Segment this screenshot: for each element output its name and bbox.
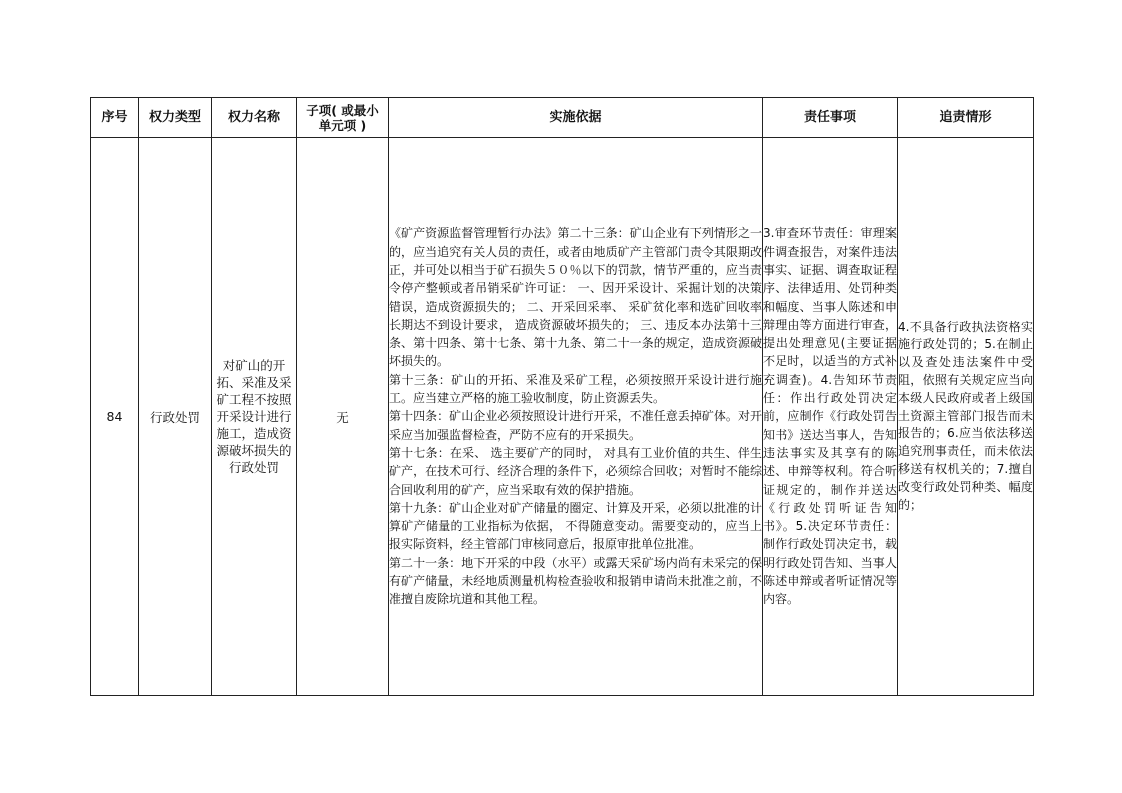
header-basis: 实施依据 (389, 98, 763, 138)
header-sub-item-line2: 单元项 ) (318, 117, 367, 133)
basis-paragraph: 第十九条：矿山企业对矿产储量的圈定、计算及开采，必须以批准的计算矿产储量的工业指标为依据， 不得随意变动。需要变动的，应当上报实际资料，经主管部门审核同意后，报原审批单位批准。 (389, 500, 762, 552)
power-name-text: 对矿山的开拓、采准及采矿工程不按照开采设计进行施工，造成资源破坏损失的行政处罚 (216, 358, 292, 475)
header-responsibility: 责任事项 (763, 98, 898, 138)
document-page (90, 97, 1033, 696)
header-power-name: 权力名称 (212, 98, 297, 138)
table-row (91, 138, 1034, 696)
cell-accountability (898, 138, 1034, 696)
responsibility-text: 3.审查环节责任：审理案件调查报告，对案件违法事实、证据、调查取证程序、法律适用、处罚种类和幅度、当事人陈述和申辩理由等方面进行审查，提出处理意见(主要证据不足时，以适当的方式补充调查)。4.告知环节责任：作出行政处罚决定前，应制作《行政处罚告知书》送达当事人，告知违法事实及其享有的陈述、申辩等权利。符合听证规定的，制作并送达《行政处罚听证告知书》。5.决定环节责任：制作行政处罚决定书，载明行政处罚告知、当事人陈述申辩或者听证情况等内容。 (763, 226, 897, 607)
accountability-text: 4.不具备行政执法资格实施行政处罚的；5.在制止以及查处违法案件中受阻，依照有关规定应当向本级人民政府或者上级国土资源主管部门报告而未报告的；6.应当依法移送追究刑事责任，而未依法移送有权机关的；7.擅自改变行政处罚种类、幅度的； (898, 319, 1033, 512)
basis-paragraph: 第二十一条：地下开采的中段（水平）或露天采矿场内尚有未采完的保有矿产储量，未经地质测量机构检查验收和报销申请尚未批准之前，不准擅自废除坑道和其他工程。 (389, 555, 762, 607)
header-accountability: 追责情形 (898, 98, 1034, 138)
basis-paragraph: 第十四条：矿山企业必须按照设计进行开采，不准任意丢掉矿体。对开采应当加强监督检查，严防不应有的开采损失。 (389, 409, 762, 442)
basis-paragraph: 第十三条：矿山的开拓、采准及采矿工程，必须按照开采设计进行施工。应当建立严格的施工验收制度，防止资源丢失。 (389, 372, 762, 406)
cell-basis (389, 138, 763, 696)
header-sub-item-line1: 子项( 或最小 (306, 102, 379, 118)
basis-paragraph: 第十七条：在采、 选主要矿产的同时， 对具有工业价值的共生、伴生矿产，在技术可行、经济合理的条件下，必须综合回收；对暂时不能综合回收利用的矿产，应当采取有效的保护措施。 (389, 445, 762, 497)
cell-power-type: 行政处罚 (139, 138, 212, 696)
power-list-table (90, 97, 1034, 696)
cell-seq: 84 (91, 138, 139, 696)
header-seq: 序号 (91, 98, 139, 138)
cell-sub-item: 无 (297, 138, 389, 696)
header-sub-item (297, 98, 389, 138)
header-power-type: 权力类型 (139, 98, 212, 138)
basis-paragraph: 《矿产资源监督管理暂行办法》第二十三条：矿山企业有下列情形之一的，应当追究有关人员的责任，或者由地质矿产主管部门责令其限期改正，并可处以相当于矿石损失５０％以下的罚款，情节严重的，应当责令停产整顿或者吊销采矿许可证： 一、因开采设计、采掘计划的决策错误，造成资源损失的； 二、开采回采率、 采矿贫化率和选矿回收率长期达不到设计要求， 造成资源破坏损失的； 三、违反本办法第十三条、第十四条、第十七条、第十九条、第二十一条的规定，造成资源破坏损失的。 (389, 226, 762, 369)
table-header-row (91, 98, 1034, 138)
cell-power-name (212, 138, 297, 696)
cell-responsibility (763, 138, 898, 696)
